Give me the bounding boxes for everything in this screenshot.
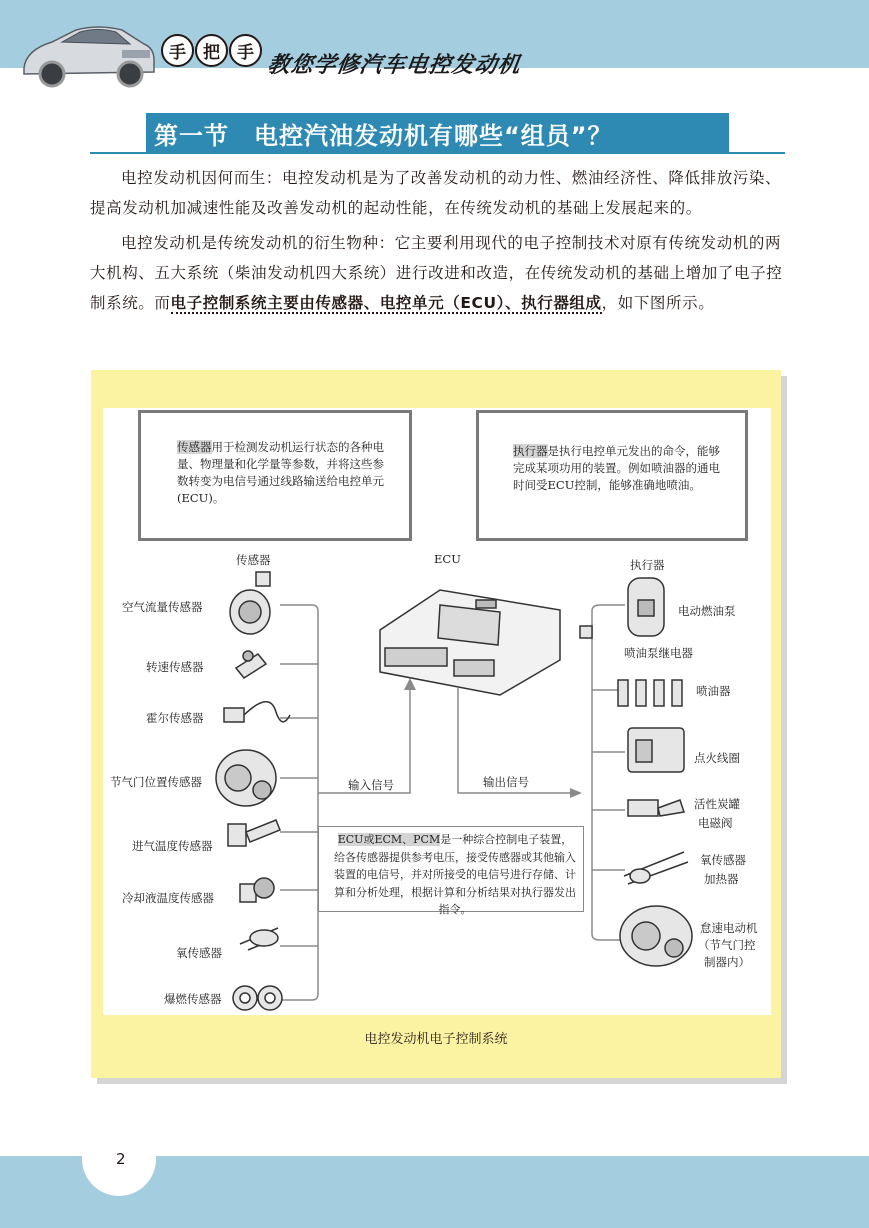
sensor-callout-term: 传感器 bbox=[177, 440, 212, 454]
actuator-label-fuel-pump: 电动燃油泵 bbox=[678, 604, 736, 618]
ecu-note-box bbox=[318, 826, 584, 916]
page-number: 2 bbox=[116, 1150, 126, 1168]
actuator-label-o2: 氧传感器 bbox=[700, 853, 746, 867]
actuator-label-idle-note-1: （节气门控 bbox=[698, 938, 756, 952]
sensor-label: 霍尔传感器 bbox=[146, 711, 204, 725]
actuator-label-heater: 加热器 bbox=[704, 872, 739, 886]
actuator-callout-term: 执行器 bbox=[513, 444, 548, 458]
sensor-label: 节气门位置传感器 bbox=[110, 775, 202, 789]
ecu-note-text bbox=[333, 831, 577, 919]
sensor-label: 转速传感器 bbox=[146, 660, 204, 674]
actuator-label-solenoid: 电磁阀 bbox=[698, 816, 733, 830]
actuator-label-injector: 喷油器 bbox=[696, 684, 731, 698]
input-signal-label: 输入信号 bbox=[348, 778, 394, 792]
actuator-label-canister: 活性炭罐 bbox=[694, 797, 740, 811]
output-signal-label: 输出信号 bbox=[483, 775, 529, 789]
sensor-label: 爆燃传感器 bbox=[164, 992, 222, 1006]
sensor-label: 氧传感器 bbox=[176, 946, 222, 960]
hand-char-2: 把 bbox=[195, 34, 228, 67]
actuators-column-label: 执行器 bbox=[630, 558, 665, 572]
paragraph-1: 电控发动机因何而生：电控发动机是为了改善发动机的动力性、燃油经济性、降低排放污染、提高发动机加减速性能及改善发动机的起动性能，在传统发动机的基础上发展起来的。 bbox=[90, 169, 782, 217]
sensor-label: 空气流量传感器 bbox=[122, 600, 203, 614]
paragraph-2-text: 电控发动机是传统发动机的衍生物种：它主要利用现代的电子控制技术对原有传统发动机的两大机构、五大系统（柴油发动机四大系统）进行改进和改造，在传统发动机的基础上增加了电子控制系统。而 bbox=[90, 234, 783, 312]
hand-char-3: 手 bbox=[229, 34, 262, 67]
actuator-label-ignition-coil: 点火线圈 bbox=[694, 751, 740, 765]
actuator-callout-rest: 是执行电控单元发出的命令，能够完成某项功用的装置。例如喷油器的通电时间受ECU控制，能够准确地喷油。 bbox=[513, 444, 720, 492]
ecu-note-rest: 是一种综合控制电子装置，给各传感器提供参考电压，接受传感器或其他输入装置的电信号，并对所接受的电信号进行存储、计算和分析处理，根据计算和分析结果对执行器发出指令。 bbox=[334, 833, 576, 916]
actuator-label-pump-relay: 喷油泵继电器 bbox=[624, 646, 693, 660]
hand-char-1: 手 bbox=[161, 34, 194, 67]
ecu-note-term: ECU或ECM、PCM bbox=[337, 833, 441, 846]
series-title: 教您学修汽车电控发动机 bbox=[265, 53, 523, 78]
figure-caption: 电控发动机电子控制系统 bbox=[364, 1032, 508, 1047]
section-title: 第一节 电控汽油发动机有哪些“组员”？ bbox=[146, 113, 729, 153]
sensor-label: 进气温度传感器 bbox=[132, 839, 213, 853]
paragraph-2-end: ，如下图所示。 bbox=[601, 294, 715, 312]
actuator-label-idle-motor: 怠速电动机 bbox=[700, 921, 758, 935]
sensor-label: 冷却液温度传感器 bbox=[122, 891, 214, 905]
ecu-label: ECU bbox=[434, 552, 461, 566]
actuator-label-idle-note-2: 制器内） bbox=[704, 955, 750, 969]
paragraph-2-emphasis: 电子控制系统主要由传感器、电控单元（ECU）、执行器组成 bbox=[170, 294, 602, 312]
sensors-column-label: 传感器 bbox=[236, 553, 271, 567]
sensor-callout-rest: 用于检测发动机运行状态的各种电量、物理量和化学量等参数，并将这些参数转变为电信号通过线路输送给电控单元(ECU)。 bbox=[177, 440, 384, 505]
